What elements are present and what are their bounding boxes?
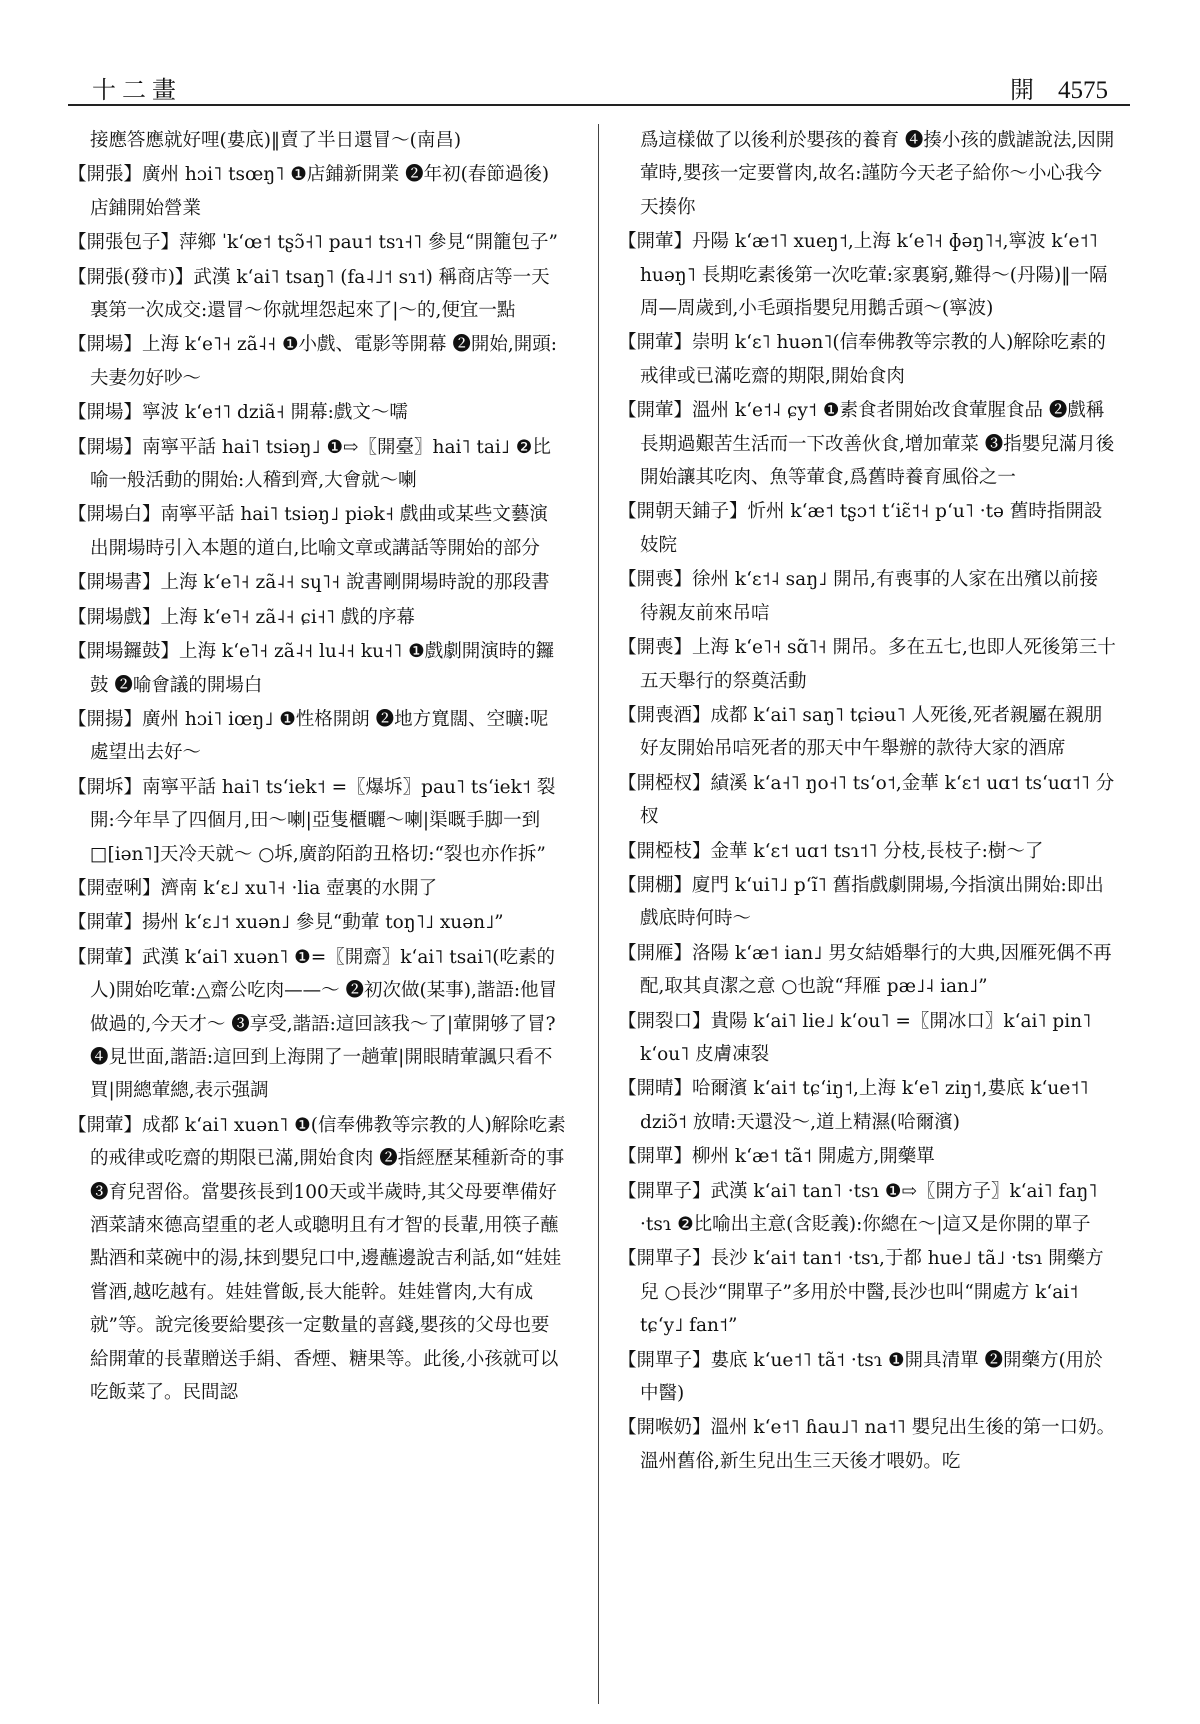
entry: 【開坼】南寧平話 hai˥ tsʻiek˦ =〖爆坼〗pau˥ tsʻiek˦ 裂開:今年旱了四個月,田～喇|亞隻櫃曬～喇|渠嘅手脚一到□[iən˥]天冷天就～ ○坼,廣韵陌韵丑格切:“裂也亦作拆”	[68, 776, 556, 865]
entry-continuation: 爲這樣做了以後利於嬰孩的養育 ❹揍小孩的戲謔說法,因開葷時,嬰孩一定要嘗肉,故名:謹防今天老子給你～小心我今天揍你	[640, 130, 1115, 218]
entry: 【開單子】婁底 kʻue˦˥ tã˦ ·tsɿ ❶開具清單 ❷開藥方(用於中醫)	[618, 1349, 1103, 1405]
entry: 【開喪】上海 kʻe˥˧ sɑ̃˥˧ 開吊。多在五七,也即人死後第三十五天舉行的祭奠活動	[618, 637, 1116, 692]
entry: 【開葷】武漢 kʻai˥ xuən˥ ❶=〖開齋〗kʻai˥ tsai˥(吃素的人)開始吃葷:△齋公吃肉——～ ❷初次做(某事),諧語:他冒做過的,今天才～ ❸享受,諧語:這回該我～了|葷開够了冒? ❹見世面,諧語:這回到上海開了一趟葷|開眼睛葷諷只看不買|開總葷總,表示强調	[68, 946, 558, 1102]
entry: 【開場鑼鼓】上海 kʻe˥˧ zã˨˧ lu˨˧ ku˧˥ ❶戲劇開演時的鑼鼓 ❷喻會議的開場白	[68, 641, 555, 696]
page-header	[92, 66, 1108, 106]
entry: 【開葷】崇明 kʻɛ˥ huən˥(信奉佛教等宗教的人)解除吃素的戒律或已滿吃齋的期限,開始食肉	[618, 332, 1106, 387]
headword: 開	[1010, 76, 1034, 104]
entry: 【開喉奶】溫州 kʻe˦˥ ɦau˩˥ na˦˥ 嬰兒出生後的第一口奶。溫州舊俗,新生兒出生三天後才喂奶。吃	[618, 1417, 1116, 1472]
column-divider	[598, 124, 599, 1704]
entry: 【開張】廣州 hɔi˥ tsœŋ˥ ❶店鋪新開業 ❷年初(春節過後)店鋪開始營業	[68, 164, 550, 219]
entry: 【開單子】長沙 kʻai˦ tan˦ ·tsɿ,于都 hue˩ tã˩ ·tsɿ 開藥方兒 ○長沙“開單子”多用於中醫,長沙也叫“開處方 kʻai˦ tɕʻy˩ fan˦”	[618, 1248, 1104, 1337]
entry: 【開場】寧波 kʻe˦˥ dziã˧ 開幕:戲文～嚅	[68, 402, 408, 424]
right-column	[618, 124, 1116, 1704]
entry: 【開揚】廣州 hɔi˥ iœŋ˩ ❶性格開朗 ❷地方寬闊、空曠:呢處望出去好～	[68, 708, 549, 764]
left-column	[68, 124, 566, 1704]
entry: 【開椏杈】績溪 kʻa˧˥ ŋo˧˥ tsʻo˦,金華 kʻɛ˦ uɑ˦ tsʻuɑ˦˥ 分杈	[618, 772, 1115, 828]
entry: 【開場】上海 kʻe˥˧ zã˨˧ ❶小戲、電影等開幕 ❷開始,開頭:夫妻勿好吵～	[68, 334, 558, 389]
entry: 【開場書】上海 kʻe˥˧ zã˨˧ sɥ˥˧ 說書剛開場時說的那段書	[68, 572, 550, 594]
header-rule	[68, 104, 1130, 106]
entry: 【開單】柳州 kʻæ˦ tã˦ 開處方,開藥單	[618, 1146, 935, 1168]
entry: 【開壺唎】濟南 kʻɛ˩ xu˥˧ ·lia 壺裏的水開了	[68, 877, 438, 899]
entry: 【開場】南寧平話 hai˥ tsiəŋ˩ ❶⇨〖開臺〗hai˥ tai˩ ❷比喻一般活動的開始:人稽到齊,大會就～喇	[68, 436, 551, 492]
entry: 【開張(發市)】武漢 kʻai˥ tsaŋ˥ (fa˨˩˦ sɿ˦) 稱商店等一天裏第一次成交:還冒～你就埋怨起來了|～的,便宜一點	[68, 266, 550, 322]
entry: 【開晴】哈爾濱 kʻai˦ tɕʻiŋ˦,上海 kʻe˥ ziŋ˦,婁底 kʻue˦˥ dziɔ̃˦ 放晴:天還没～,道上精濕(哈爾濱)	[618, 1078, 1089, 1133]
entry: 【開葷】溫州 kʻe˦˨ ɕy˦ ❶素食者開始改食葷腥食品 ❷戲稱長期過艱苦生活而一下改善伙食,增加葷菜 ❸指嬰兒滿月後開始讓其吃肉、魚等葷食,爲舊時養育風俗之一	[618, 400, 1115, 489]
entry: 【開裂口】貴陽 kʻai˥ lie˩ kʻou˥ =〖開冰口〗kʻai˥ pin˥ kʻou˥ 皮膚凍裂	[618, 1010, 1092, 1065]
entry: 【開張包子】萍鄉 ˈkʻœ˦ tʂɔ̃˧˥ pau˦ tsɿ˧˥ 參見“開籠包子”	[68, 232, 558, 254]
entry: 【開雁】洛陽 kʻæ˦ ian˩ 男女結婚舉行的大典,因雁死偶不再配,取其貞潔之意 ○也說“拜雁 pæ˩˨ ian˩”	[618, 942, 1112, 998]
entry: 【開棚】廈門 kʻui˥˩ pʻĩ˥ 舊指戲劇開場,今指演出開始:即出戲底時何時～	[618, 874, 1104, 930]
entry: 【開喪酒】成都 kʻai˥ saŋ˥ tɕiəu˥ 人死後,死者親屬在親朋好友開始吊唁死者的那天中午舉辦的款待大家的酒席	[618, 704, 1103, 760]
section-title: 十二畫	[92, 76, 182, 104]
entry-continuation: 接應答應就好哩(婁底)‖賣了半日還冒～(南昌)	[90, 130, 462, 151]
page-number: 4575	[1058, 77, 1108, 104]
entry: 【開葷】成都 kʻai˥ xuən˥ ❶(信奉佛教等宗教的人)解除吃素的戒律或吃齋的期限已滿,開始食肉 ❷指經歷某種新奇的事 ❸育兒習俗。當嬰孩長到100天或半歲時,其父母要準備好酒菜請來德高望重的老人或聰明且有才智的長輩,用筷子蘸點酒和菜碗中的湯,抹到嬰兒口中,邊蘸邊說吉利話,如“娃娃嘗酒,越吃越有。娃娃嘗飯,長大能幹。娃娃嘗肉,大有成就”等。說完後要給嬰孩一定數量的喜錢,嬰孩的父母也要給開葷的長輩贈送手絹、香煙、糖果等。此後,小孩就可以吃飯菜了。民間認	[68, 1114, 566, 1404]
entry: 【開單子】武漢 kʻai˥ tan˥ ·tsɿ ❶⇨〖開方子〗kʻai˥ faŋ˥ ·tsɿ ❷比喻出主意(含貶義):你總在～|這又是你開的單子	[618, 1180, 1098, 1235]
entry: 【開場戲】上海 kʻe˥˧ zã˨˧ ɕi˧˥ 戲的序幕	[68, 606, 415, 628]
entry: 【開喪】徐州 kʻɛ˦˨ saŋ˩ 開吊,有喪事的人家在出殯以前接待親友前來吊唁	[618, 569, 1099, 624]
entry: 【開椏枝】金華 kʻɛ˦ uɑ˦ tsɿ˦˥ 分枝,長枝子:樹～了	[618, 840, 1044, 862]
entry: 【開朝天鋪子】忻州 kʻæ˦ tʂɔ˦ tʻiɛ̃˦˧ pʻu˥ ·tə 舊時指開設妓院	[618, 501, 1103, 556]
entry: 【開葷】揚州 kʻɛ˩˦ xuən˩ 參見“動葷 toŋ˥˩ xuən˩”	[68, 912, 504, 934]
header-right	[1010, 70, 1108, 105]
entry: 【開葷】丹陽 kʻæ˦˥ xueŋ˦,上海 kʻe˥˧ ɸəŋ˥˧,寧波 kʻe˦˥ huəŋ˥ 長期吃素後第一次吃葷:家裏窮,難得～(丹陽)‖一隔周—周歲到,小毛頭指嬰兒用鵝舌頭～(寧波)	[618, 231, 1108, 320]
entry: 【開場白】南寧平話 hai˥ tsiəŋ˩ piək˧ 戲曲或某些文藝演出開場時引入本題的道白,比喻文章或講話等開始的部分	[68, 504, 548, 559]
